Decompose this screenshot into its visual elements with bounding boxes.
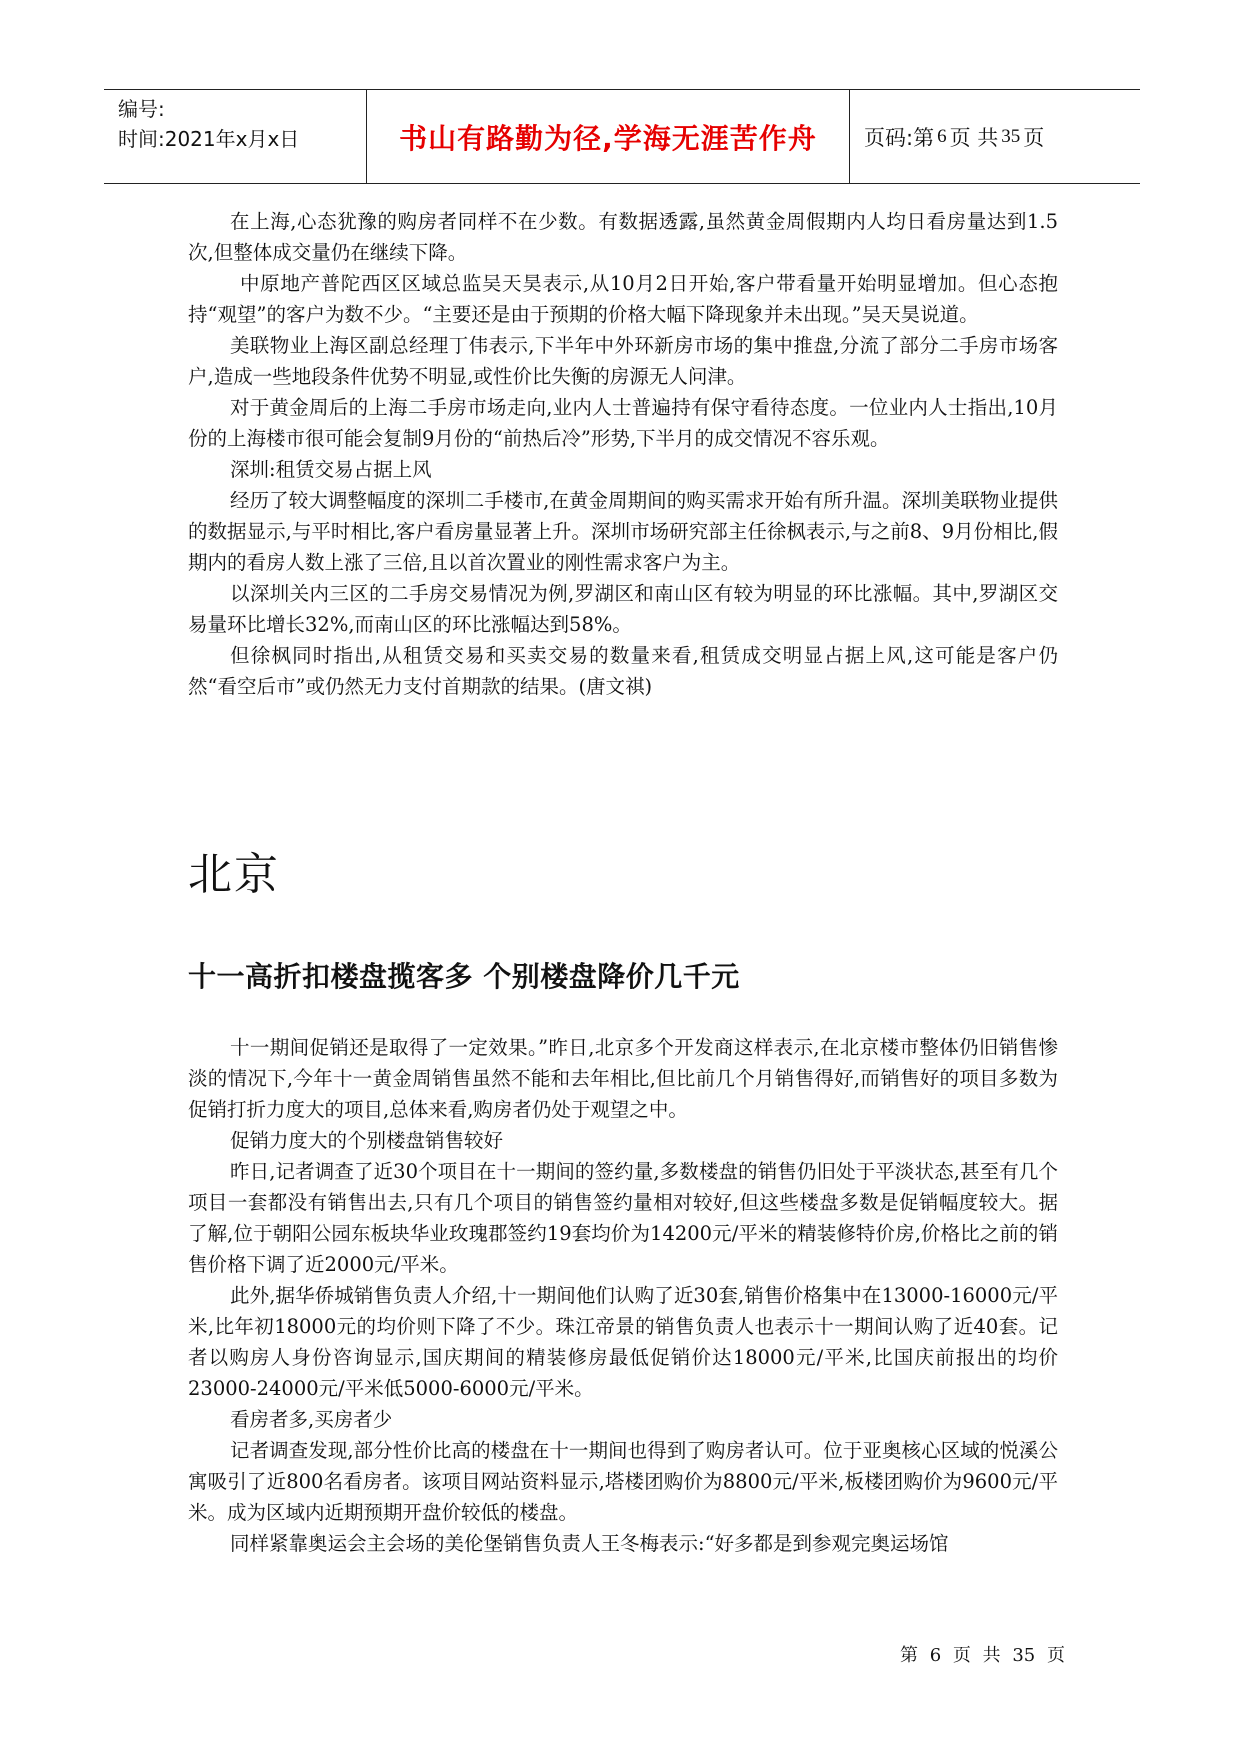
paragraph: 十一期间促销还是取得了一定效果。”昨日,北京多个开发商这样表示,在北京楼市整体仍旧销售惨淡的情况下,今年十一黄金周销售虽然不能和去年相比,但比前几个月销售得好,而销售好的项目多数为促销打折力度大的项目,总体来看,购房者仍处于观望之中。 xyxy=(188,1036,1058,1121)
paragraph: 在上海,心态犹豫的购房者同样不在少数。有数据透露,虽然黄金周假期内人均日看房量达到1.5次,但整体成交量仍在继续下降。 xyxy=(188,210,1058,264)
paragraph: 以深圳关内三区的二手房交易情况为例,罗湖区和南山区有较为明显的环比涨幅。其中,罗湖区交易量环比增长32%,而南山区的环比涨幅达到58%。 xyxy=(188,582,1058,636)
paragraph: 此外,据华侨城销售负责人介绍,十一期间他们认购了近30套,销售价格集中在13000-16000元/平米,比年初18000元的均价则下降了不少。珠江帝景的销售负责人也表示十一期间认购了近40套。记者以购房人身份咨询显示,国庆期间的精装修房最低促销价达18000元/平米,比国庆前报出的均价23000-24000元/平米低5000-6000元/平米。 xyxy=(188,1284,1058,1400)
paragraph: 昨日,记者调查了近30个项目在十一期间的签约量,多数楼盘的销售仍旧处于平淡状态,甚至有几个项目一套都没有销售出去,只有几个项目的销售签约量相对较好,但这些楼盘多数是促销幅度较大。据了解,位于朝阳公园东板块华业玫瑰郡签约19套均价为14200元/平米的精装修特价房,价格比之前的销售价格下调了近2000元/平米。 xyxy=(188,1160,1058,1276)
paragraph: 同样紧靠奥运会主会场的美伦堡销售负责人王冬梅表示:“好多都是到参观完奥运场馆 xyxy=(230,1532,949,1555)
subheading-promotion: 促销力度大的个别楼盘销售较好 xyxy=(230,1129,504,1152)
paragraph: 中原地产普陀西区区域总监吴天昊表示,从10月2日开始,客户带看量开始明显增加。但心态抱持“观望”的客户为数不少。“主要还是由于预期的价格大幅下降现象并未出现。”吴天昊说道。 xyxy=(188,272,1058,326)
header-page-mid: 页 共 xyxy=(949,125,999,150)
page-footer: 第 6 页 共 35 页 xyxy=(900,1645,1065,1666)
paragraph: 经历了较大调整幅度的深圳二手楼市,在黄金周期间的购买需求开始有所升温。深圳美联物业提供的数据显示,与平时相比,客户看房量显著上升。深圳市场研究部主任徐枫表示,与之前8、9月份相比,假期内的看房人数上涨了三倍,且以首次置业的刚性需求客户为主。 xyxy=(188,489,1058,574)
header-meta xyxy=(104,90,366,183)
page-header xyxy=(104,89,1140,184)
header-time-label: 时间:2021年x月x日 xyxy=(118,127,300,151)
header-page-suffix: 页 xyxy=(1023,125,1045,150)
beijing-section xyxy=(188,1032,1058,1559)
header-page-info xyxy=(850,90,1140,183)
subheading-shenzhen: 深圳:租赁交易占据上风 xyxy=(230,458,432,481)
header-number-label: 编号: xyxy=(118,97,165,121)
article-headline: 十一高折扣楼盘揽客多 个别楼盘降价几千元 xyxy=(188,960,740,993)
header-page-prefix: 页码:第 xyxy=(864,125,935,150)
header-page-current: 6 xyxy=(937,125,947,147)
paragraph: 对于黄金周后的上海二手房市场走向,业内人士普遍持有保守看待态度。一位业内人士指出,10月份的上海楼市很可能会复制9月份的“前热后冷”形势,下半月的成交情况不容乐观。 xyxy=(188,396,1058,450)
header-motto: 书山有路勤为径,学海无涯苦作舟 xyxy=(366,90,850,183)
paragraph: 记者调查发现,部分性价比高的楼盘在十一期间也得到了购房者认可。位于亚奥核心区域的悦溪公寓吸引了近800名看房者。该项目网站资料显示,塔楼团购价为8800元/平米,板楼团购价为9600元/平米。成为区域内近期预期开盘价较低的楼盘。 xyxy=(188,1439,1058,1524)
shanghai-shenzhen-section xyxy=(188,206,1058,702)
city-title: 北京 xyxy=(188,849,280,900)
paragraph: 美联物业上海区副总经理丁伟表示,下半年中外环新房市场的集中推盘,分流了部分二手房市场客户,造成一些地段条件优势不明显,或性价比失衡的房源无人问津。 xyxy=(188,334,1058,388)
subheading-viewers: 看房者多,买房者少 xyxy=(230,1408,393,1431)
header-page-total: 35 xyxy=(1001,125,1021,147)
paragraph: 但徐枫同时指出,从租赁交易和买卖交易的数量来看,租赁成交明显占据上风,这可能是客户仍然“看空后市”或仍然无力支付首期款的结果。(唐文祺) xyxy=(188,644,1058,698)
